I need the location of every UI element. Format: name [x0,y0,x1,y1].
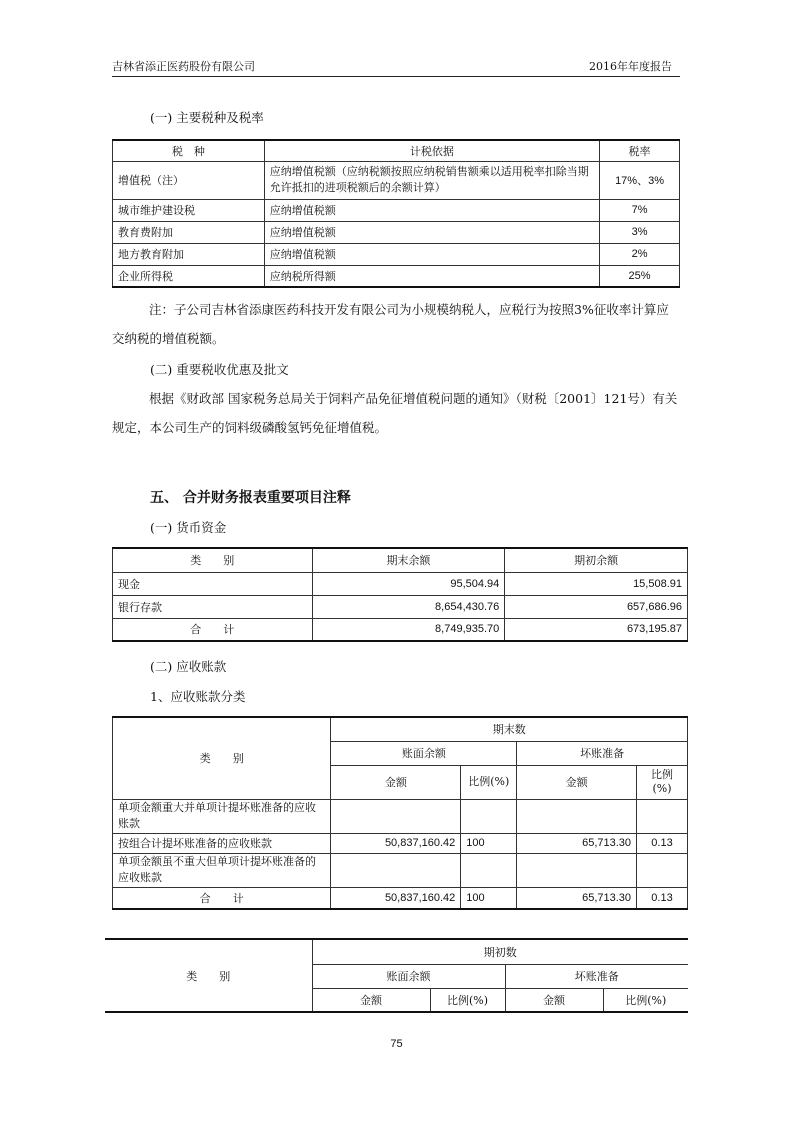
ar-end-col-book: 账面余额 [331,741,517,765]
ar-section-title: (二) 应收账款 [150,659,227,674]
ar-row-prov-ratio: 0.13 [637,833,688,853]
tax-rate: 3% [600,221,680,243]
ar-row-name: 合 计 [113,887,331,909]
ar-row-name: 单项金额虽不重大但单项计提坏账准备的应收账款 [113,853,331,887]
tax-name: 增值税（注） [113,161,265,199]
ar-begin-col-period: 期初数 [312,939,688,964]
cash-col-end: 期末余额 [312,548,505,572]
ar-row-prov-amount: 65,713.30 [517,833,637,853]
ar-row-prov-amount [517,853,637,887]
tax-preference-title: (二) 重要税收优惠及批文 [150,362,289,377]
tax-basis: 应纳增值税额 [264,199,599,221]
tax-rate: 25% [600,265,680,287]
ar-row-book-ratio: 100 [461,887,517,909]
table-row [113,161,680,199]
ar-end-col-prov-ratio: 比例(%) [637,765,688,799]
ar-row-book-amount: 50,837,160.42 [331,887,461,909]
ar-row-prov-ratio [637,799,688,833]
table-row [113,221,680,243]
section-heading: 五、 合并财务报表重要项目注释 [150,490,351,506]
cash-col-begin: 期初余额 [505,548,688,572]
tax-basis: 应纳税所得额 [264,265,599,287]
cash-table [112,547,688,642]
table-row [113,887,688,909]
cash-begin: 15,508.91 [505,572,688,595]
cash-begin: 673,195.87 [505,618,688,641]
ar-row-name: 单项金额重大并单项计提坏账准备的应收账款 [113,799,331,833]
ar-row-name: 按组合计提坏账准备的应收账款 [113,833,331,853]
cash-section-title: (一) 货币资金 [150,520,227,535]
cash-col-category: 类 别 [113,548,313,572]
company-name: 吉林省添正医药股份有限公司 [112,60,255,73]
cash-end: 95,504.94 [312,572,505,595]
cash-name: 银行存款 [113,595,313,618]
tax-rate-table [112,139,680,288]
tax-col-basis: 计税依据 [264,140,599,161]
ar-begin-col-prov-ratio: 比例(%) [603,988,688,1012]
cash-end: 8,654,430.76 [312,595,505,618]
tax-preference-text: 根据《财政部 国家税务总局关于饲料产品免征增值税问题的通知》（财税〔2001〕121号）有关规定，本公司生产的饲料级磷酸氢钙免征增值税。 [112,391,678,435]
ar-begin-col-provision: 坏账准备 [505,964,688,988]
cash-end: 8,749,935.70 [312,618,505,641]
tax-rate: 2% [600,243,680,265]
table-row [113,799,688,833]
ar-row-book-ratio [461,853,517,887]
tax-header-row [113,140,680,161]
table-row [113,853,688,887]
tax-name: 地方教育附加 [113,243,265,265]
ar-end-col-category: 类 别 [113,717,331,799]
tax-col-rate: 税率 [600,140,680,161]
ar-begin-col-category: 类 别 [105,939,312,1012]
tax-basis: 应纳增值税额 [264,243,599,265]
ar-end-col-period: 期末数 [331,717,688,741]
table-row [113,265,680,287]
cash-header-row [113,548,688,572]
tax-basis: 应纳增值税额 [264,221,599,243]
ar-end-header-row-1 [113,717,688,741]
ar-end-col-book-amount: 金额 [331,765,461,799]
tax-rate: 7% [600,199,680,221]
ar-end-col-book-ratio: 比例(%) [461,765,517,799]
table-row [113,243,680,265]
ar-subsection-title: 1、应收账款分类 [150,689,246,704]
ar-row-book-ratio [461,799,517,833]
ar-begin-col-prov-amount: 金额 [505,988,603,1012]
cash-begin: 657,686.96 [505,595,688,618]
ar-begin-header-row-1 [105,939,688,964]
ar-row-book-amount [331,853,461,887]
ar-row-prov-ratio: 0.13 [637,887,688,909]
ar-row-book-amount: 50,837,160.42 [331,833,461,853]
tax-name: 企业所得税 [113,265,265,287]
page-number: 75 [390,1038,403,1050]
ar-end-table [112,716,688,910]
ar-begin-table [105,938,688,1013]
tax-note: 注：子公司吉林省添康医药科技开发有限公司为小规模纳税人，应税行为按照3%征收率计算应交纳税的增值税额。 [112,302,669,346]
tax-name: 教育费附加 [113,221,265,243]
cash-name: 合 计 [113,618,313,641]
tax-basis: 应纳增值税额（应纳税额按照应纳税销售额乘以适用税率扣除当期允许抵扣的进项税额后的余额计算） [264,161,599,199]
ar-begin-col-book-amount: 金额 [312,988,430,1012]
ar-row-book-amount [331,799,461,833]
tax-col-name: 税 种 [113,140,265,161]
tax-name: 城市维护建设税 [113,199,265,221]
ar-begin-col-book: 账面余额 [312,964,505,988]
ar-row-book-ratio: 100 [461,833,517,853]
ar-begin-col-book-ratio: 比例(%) [430,988,505,1012]
page-header [112,56,680,77]
ar-row-prov-ratio [637,853,688,887]
table-row [113,572,688,595]
table-row [113,199,680,221]
ar-end-col-prov-amount: 金额 [517,765,637,799]
ar-end-col-provision: 坏账准备 [517,741,688,765]
report-title: 2016年年度报告 [589,60,672,73]
tax-rate: 17%、3% [600,161,680,199]
ar-row-prov-amount: 65,713.30 [517,887,637,909]
table-row [113,595,688,618]
tax-section-title: (一) 主要税种及税率 [150,110,264,125]
cash-name: 现金 [113,572,313,595]
ar-row-prov-amount [517,799,637,833]
table-row [113,618,688,641]
table-row [113,833,688,853]
